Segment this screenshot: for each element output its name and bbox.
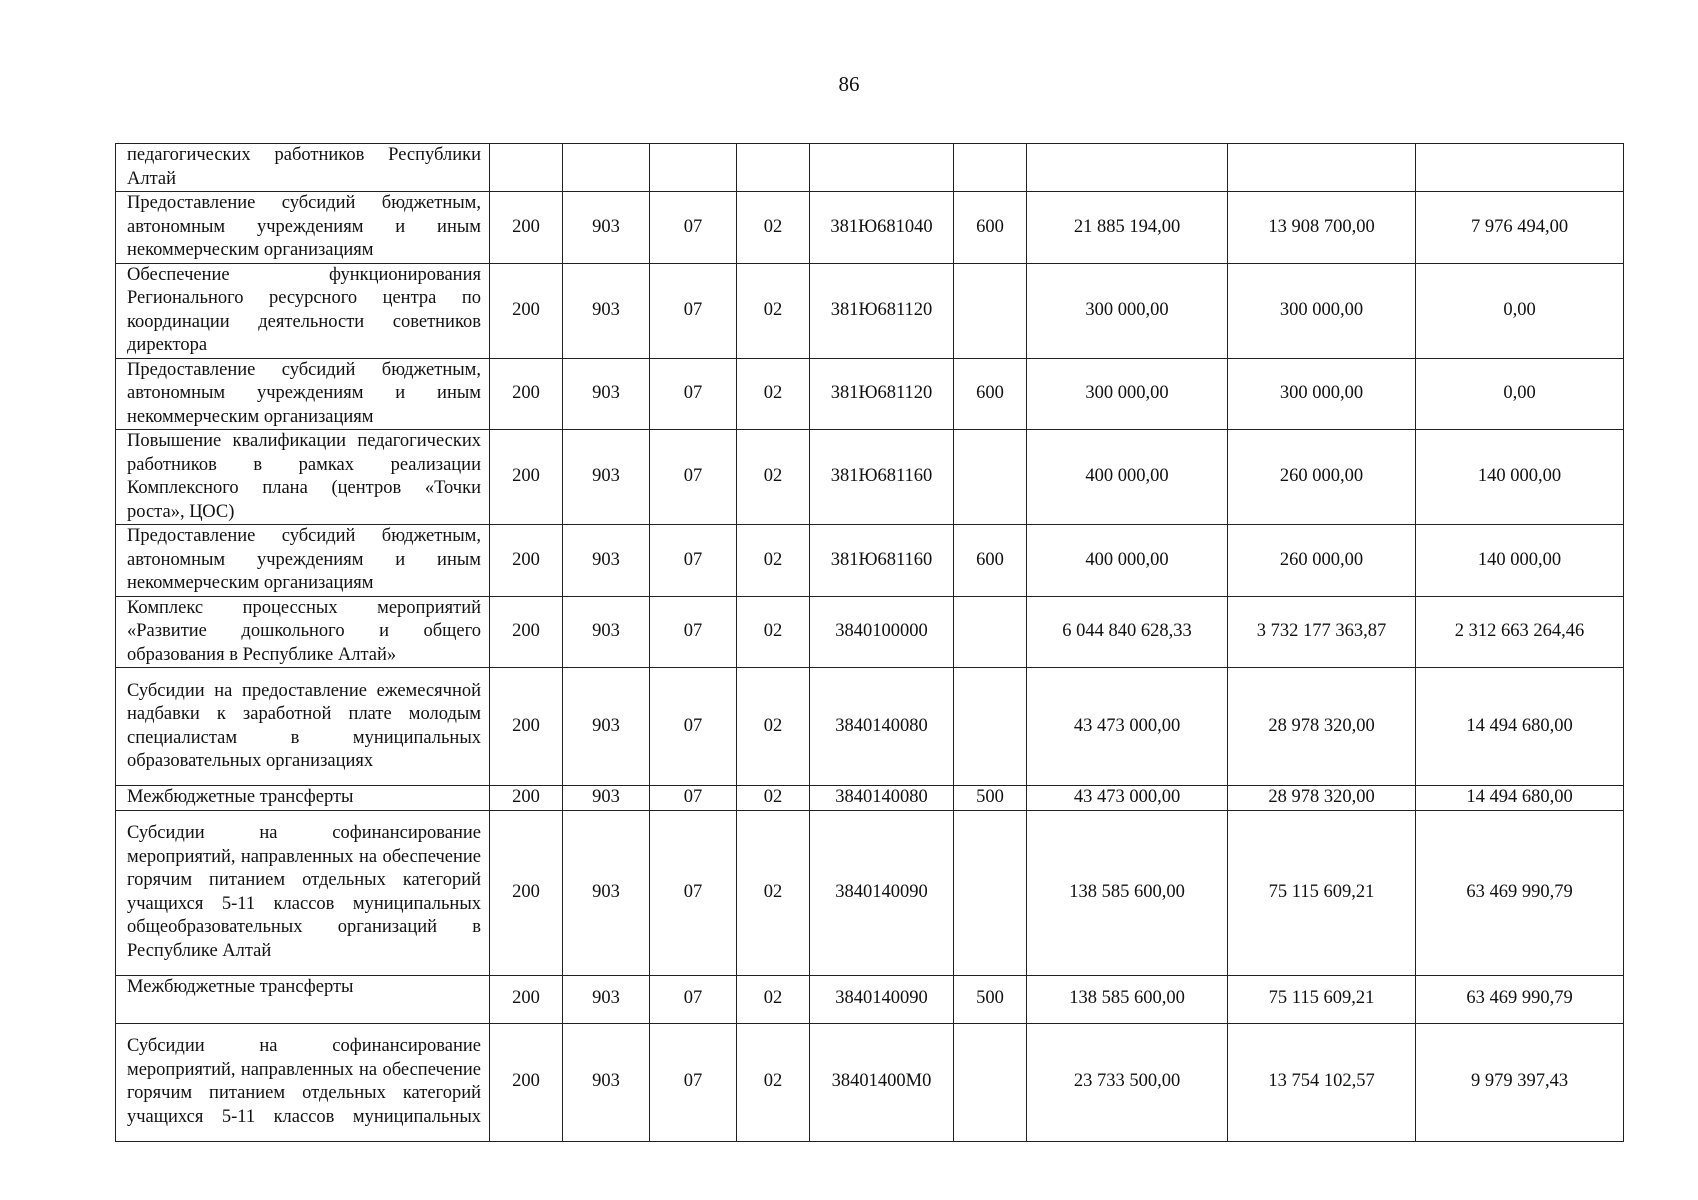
cell-col7: 400 000,00 <box>1027 525 1228 597</box>
cell-col4: 02 <box>737 192 810 264</box>
cell-col4 <box>737 144 810 192</box>
cell-col9: 14 494 680,00 <box>1416 786 1624 811</box>
cell-col1: 200 <box>490 1023 563 1141</box>
cell-col2: 903 <box>563 668 650 786</box>
table-row <box>116 525 1624 597</box>
cell-col4: 02 <box>737 975 810 1023</box>
cell-col9: 63 469 990,79 <box>1416 975 1624 1023</box>
cell-col6 <box>954 596 1027 668</box>
cell-col7: 21 885 194,00 <box>1027 192 1228 264</box>
cell-col5 <box>810 144 954 192</box>
cell-col8: 13 908 700,00 <box>1228 192 1416 264</box>
cell-col8: 13 754 102,57 <box>1228 1023 1416 1141</box>
table-row <box>116 263 1624 358</box>
cell-col6: 500 <box>954 786 1027 811</box>
cell-col9: 9 979 397,43 <box>1416 1023 1624 1141</box>
row-name-cell: Повышение квалификации педагогических работников в рамках реализации Комплексного плана (центров «Точки роста», ЦОС) <box>116 430 490 525</box>
cell-col6 <box>954 263 1027 358</box>
cell-col3: 07 <box>650 430 737 525</box>
cell-col7: 43 473 000,00 <box>1027 786 1228 811</box>
cell-col5: 38401400М0 <box>810 1023 954 1141</box>
row-name-cell: Межбюджетные трансферты <box>116 975 490 1023</box>
cell-col8: 28 978 320,00 <box>1228 668 1416 786</box>
cell-col5: 3840100000 <box>810 596 954 668</box>
cell-col8 <box>1228 144 1416 192</box>
row-name-cell: Субсидии на предоставление ежемесячной надбавки к заработной плате молодым специалистам в муниципальных образовательных организациях <box>116 668 490 786</box>
cell-col5: 381Ю681120 <box>810 263 954 358</box>
cell-col8: 300 000,00 <box>1228 263 1416 358</box>
cell-col2: 903 <box>563 975 650 1023</box>
cell-col3: 07 <box>650 358 737 430</box>
table-row <box>116 810 1624 975</box>
cell-col7 <box>1027 144 1228 192</box>
cell-col7: 400 000,00 <box>1027 430 1228 525</box>
cell-col1: 200 <box>490 358 563 430</box>
cell-col7: 138 585 600,00 <box>1027 975 1228 1023</box>
cell-col2: 903 <box>563 358 650 430</box>
cell-col4: 02 <box>737 668 810 786</box>
cell-col6 <box>954 430 1027 525</box>
cell-col1: 200 <box>490 263 563 358</box>
cell-col8: 3 732 177 363,87 <box>1228 596 1416 668</box>
row-name-cell: Субсидии на софинансирование мероприятий, направленных на обеспечение горячим питанием отдельных категорий учащихся 5-11 классов муниципальных общеобразовательных организаций в Республике Алтай <box>116 810 490 975</box>
cell-col5: 3840140080 <box>810 668 954 786</box>
cell-col3: 07 <box>650 786 737 811</box>
cell-col3 <box>650 144 737 192</box>
cell-col4: 02 <box>737 358 810 430</box>
cell-col3: 07 <box>650 810 737 975</box>
page-number: 86 <box>838 72 860 96</box>
table-row <box>116 975 1624 1023</box>
cell-col2: 903 <box>563 1023 650 1141</box>
cell-col3: 07 <box>650 975 737 1023</box>
cell-col5: 381Ю681120 <box>810 358 954 430</box>
cell-col6 <box>954 810 1027 975</box>
cell-col3: 07 <box>650 596 737 668</box>
cell-col4: 02 <box>737 786 810 811</box>
cell-col4: 02 <box>737 430 810 525</box>
cell-col5: 381Ю681160 <box>810 430 954 525</box>
cell-col6: 500 <box>954 975 1027 1023</box>
cell-col4: 02 <box>737 810 810 975</box>
cell-col5: 381Ю681160 <box>810 525 954 597</box>
cell-col2: 903 <box>563 263 650 358</box>
table-row <box>116 786 1624 811</box>
cell-col1: 200 <box>490 810 563 975</box>
cell-col2: 903 <box>563 810 650 975</box>
cell-col9: 140 000,00 <box>1416 430 1624 525</box>
row-name-cell: Предоставление субсидий бюджетным, автономным учреждениям и иным некоммерческим организациям <box>116 192 490 264</box>
table-row <box>116 358 1624 430</box>
cell-col7: 300 000,00 <box>1027 358 1228 430</box>
row-name-cell: педагогических работников Республики Алтай <box>116 144 490 192</box>
cell-col4: 02 <box>737 596 810 668</box>
cell-col9: 14 494 680,00 <box>1416 668 1624 786</box>
table-row <box>116 430 1624 525</box>
row-name-cell: Предоставление субсидий бюджетным, автономным учреждениям и иным некоммерческим организациям <box>116 525 490 597</box>
cell-col7: 43 473 000,00 <box>1027 668 1228 786</box>
cell-col6 <box>954 668 1027 786</box>
cell-col1: 200 <box>490 525 563 597</box>
row-name-cell: Комплекс процессных мероприятий «Развитие дошкольного и общего образования в Республике Алтай» <box>116 596 490 668</box>
cell-col5: 3840140080 <box>810 786 954 811</box>
cell-col5: 3840140090 <box>810 975 954 1023</box>
cell-col1: 200 <box>490 786 563 811</box>
cell-col1: 200 <box>490 668 563 786</box>
cell-col9: 63 469 990,79 <box>1416 810 1624 975</box>
cell-col9: 0,00 <box>1416 358 1624 430</box>
cell-col2: 903 <box>563 430 650 525</box>
cell-col3: 07 <box>650 263 737 358</box>
cell-col8: 260 000,00 <box>1228 525 1416 597</box>
cell-col5: 3840140090 <box>810 810 954 975</box>
cell-col3: 07 <box>650 525 737 597</box>
cell-col2: 903 <box>563 192 650 264</box>
table-row <box>116 192 1624 264</box>
cell-col1: 200 <box>490 192 563 264</box>
table-row <box>116 144 1624 192</box>
cell-col7: 138 585 600,00 <box>1027 810 1228 975</box>
table-row <box>116 1023 1624 1141</box>
cell-col4: 02 <box>737 1023 810 1141</box>
cell-col9: 7 976 494,00 <box>1416 192 1624 264</box>
cell-col3: 07 <box>650 1023 737 1141</box>
cell-col2: 903 <box>563 525 650 597</box>
cell-col1: 200 <box>490 596 563 668</box>
row-name-cell: Субсидии на софинансирование мероприятий, направленных на обеспечение горячим питанием отдельных категорий учащихся 5-11 классов муниципальных <box>116 1023 490 1141</box>
cell-col8: 75 115 609,21 <box>1228 975 1416 1023</box>
cell-col2 <box>563 144 650 192</box>
row-name-cell: Предоставление субсидий бюджетным, автономным учреждениям и иным некоммерческим организациям <box>116 358 490 430</box>
row-name-cell: Обеспечение функционирования Регионального ресурсного центра по координации деятельности советников директора <box>116 263 490 358</box>
row-name-cell: Межбюджетные трансферты <box>116 786 490 811</box>
cell-col6: 600 <box>954 525 1027 597</box>
cell-col1: 200 <box>490 430 563 525</box>
cell-col9: 2 312 663 264,46 <box>1416 596 1624 668</box>
cell-col4: 02 <box>737 525 810 597</box>
cell-col6: 600 <box>954 358 1027 430</box>
cell-col1: 200 <box>490 975 563 1023</box>
cell-col8: 260 000,00 <box>1228 430 1416 525</box>
cell-col2: 903 <box>563 786 650 811</box>
cell-col6 <box>954 1023 1027 1141</box>
cell-col7: 23 733 500,00 <box>1027 1023 1228 1141</box>
cell-col6: 600 <box>954 192 1027 264</box>
cell-col6 <box>954 144 1027 192</box>
cell-col2: 903 <box>563 596 650 668</box>
budget-table <box>115 143 1624 1142</box>
cell-col9: 140 000,00 <box>1416 525 1624 597</box>
cell-col5: 381Ю681040 <box>810 192 954 264</box>
cell-col8: 28 978 320,00 <box>1228 786 1416 811</box>
cell-col3: 07 <box>650 668 737 786</box>
cell-col8: 300 000,00 <box>1228 358 1416 430</box>
cell-col7: 6 044 840 628,33 <box>1027 596 1228 668</box>
table-row <box>116 596 1624 668</box>
table-row <box>116 668 1624 786</box>
cell-col8: 75 115 609,21 <box>1228 810 1416 975</box>
cell-col7: 300 000,00 <box>1027 263 1228 358</box>
cell-col9 <box>1416 144 1624 192</box>
cell-col1 <box>490 144 563 192</box>
cell-col3: 07 <box>650 192 737 264</box>
cell-col4: 02 <box>737 263 810 358</box>
cell-col9: 0,00 <box>1416 263 1624 358</box>
